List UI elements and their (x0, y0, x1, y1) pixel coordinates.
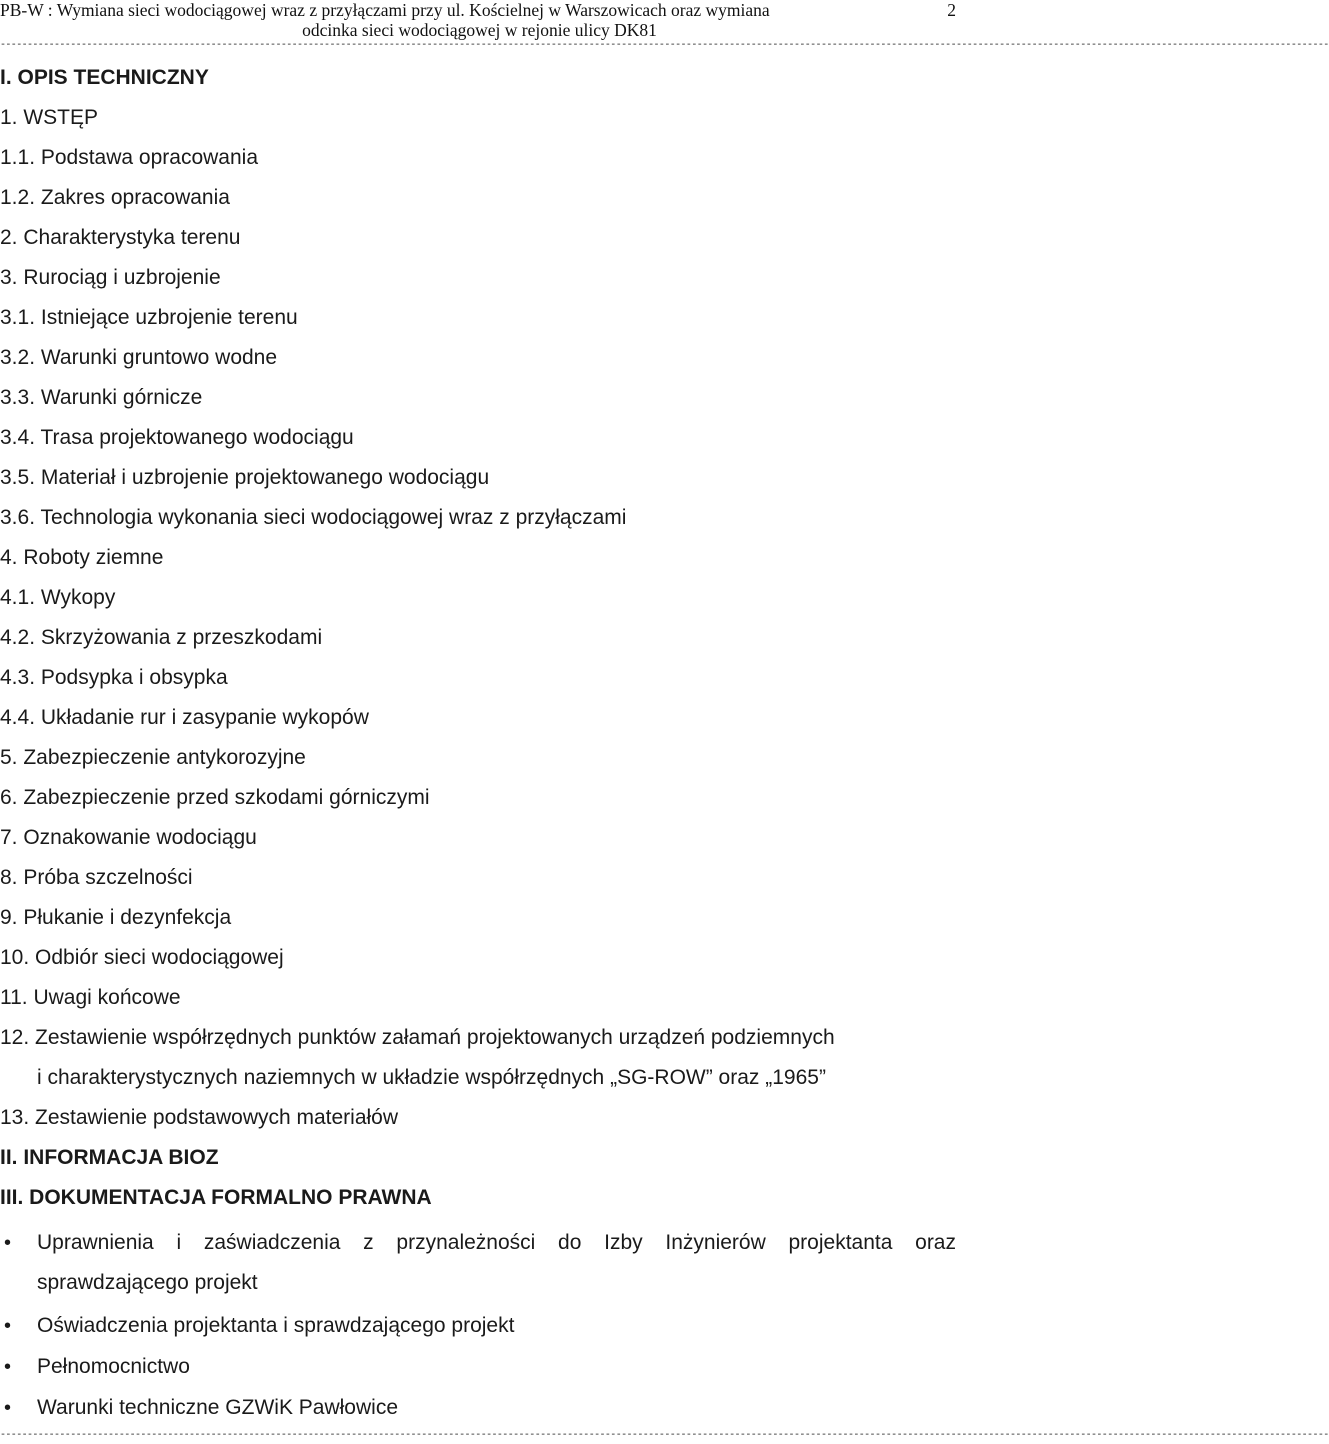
toc-item: 6. Zabezpieczenie przed szkodami górniczymi (0, 786, 430, 809)
toc-item: 1.1. Podstawa opracowania (0, 146, 258, 169)
toc-item: 5. Zabezpieczenie antykorozyjne (0, 746, 306, 769)
toc-item-continuation: i charakterystycznych naziemnych w układzie współrzędnych „SG-ROW” oraz „1965” (37, 1066, 826, 1089)
toc-section-dokumentacja: III. DOKUMENTACJA FORMALNO PRAWNA (0, 1186, 432, 1209)
toc-item: 13. Zestawienie podstawowych materiałów (0, 1106, 399, 1129)
toc-item: 4. Roboty ziemne (0, 546, 164, 569)
toc-section-opis-techniczny: I. OPIS TECHNICZNY (0, 66, 209, 89)
toc-item: 4.4. Układanie rur i zasypanie wykopów (0, 706, 369, 729)
bullet-item-uprawnienia-continuation: sprawdzającego projekt (37, 1271, 258, 1294)
toc-item: 3.6. Technologia wykonania sieci wodociągowej wraz z przyłączami (0, 506, 627, 529)
toc-item: 12. Zestawienie współrzędnych punktów załamań projektowanych urządzeń podziemnych (0, 1026, 835, 1049)
page-header (0, 0, 960, 40)
bullet-icon: • (4, 1315, 12, 1337)
page-number: 2 (947, 0, 956, 20)
header-title-line2: odcinka sieci wodociągowej w rejonie ulicy DK81 (302, 20, 657, 40)
toc-item: 4.1. Wykopy (0, 586, 116, 609)
toc-item: 1.2. Zakres opracowania (0, 186, 230, 209)
toc-item: 1. WSTĘP (0, 106, 99, 129)
toc-item: 3.5. Materiał i uzbrojenie projektowanego wodociągu (0, 466, 490, 489)
toc-item: 3.4. Trasa projektowanego wodociągu (0, 426, 354, 449)
toc-item: 4.3. Podsypka i obsypka (0, 666, 228, 689)
bullet-icon: • (4, 1232, 12, 1254)
toc-item: 3.3. Warunki górnicze (0, 386, 203, 409)
bullet-icon: • (4, 1356, 12, 1378)
toc-item: 4.2. Skrzyżowania z przeszkodami (0, 626, 323, 649)
bullet-item-uprawnienia: Uprawnienia i zaświadczenia z przynależności do Izby Inżynierów projektanta oraz (37, 1231, 956, 1254)
toc-item: 3. Rurociąg i uzbrojenie (0, 266, 221, 289)
header-title-line1: PB-W : Wymiana sieci wodociągowej wraz z przyłączami przy ul. Kościelnej w Warszowicach oraz wymiana (0, 0, 770, 20)
bullet-item-warunki-techniczne: Warunki techniczne GZWiK Pawłowice (37, 1396, 398, 1419)
toc-item: 11. Uwagi końcowe (0, 986, 181, 1009)
toc-item: 9. Płukanie i dezynfekcja (0, 906, 232, 929)
header-rule: ------------------------------------------------------------------------------------------------------------------------------------------------------------------------------------------------------------------------------------------------------ (0, 40, 1329, 51)
toc-item: 3.2. Warunki gruntowo wodne (0, 346, 278, 369)
toc-item: 2. Charakterystyka terenu (0, 226, 241, 249)
toc-item: 10. Odbiór sieci wodociągowej (0, 946, 284, 969)
toc-section-informacja-bioz: II. INFORMACJA BIOZ (0, 1146, 219, 1169)
toc-item: 3.1. Istniejące uzbrojenie terenu (0, 306, 298, 329)
bullet-icon: • (4, 1397, 12, 1419)
footer-rule: ------------------------------------------------------------------------------------------------------------------------------------------------------------------------------------------------------------------------------------------------------ (0, 1430, 1329, 1441)
toc-item: 7. Oznakowanie wodociągu (0, 826, 257, 849)
toc-item: 8. Próba szczelności (0, 866, 193, 889)
bullet-item-pelnomocnictwo: Pełnomocnictwo (37, 1355, 190, 1378)
bullet-item-oswiadczenia: Oświadczenia projektanta i sprawdzającego projekt (37, 1314, 515, 1337)
